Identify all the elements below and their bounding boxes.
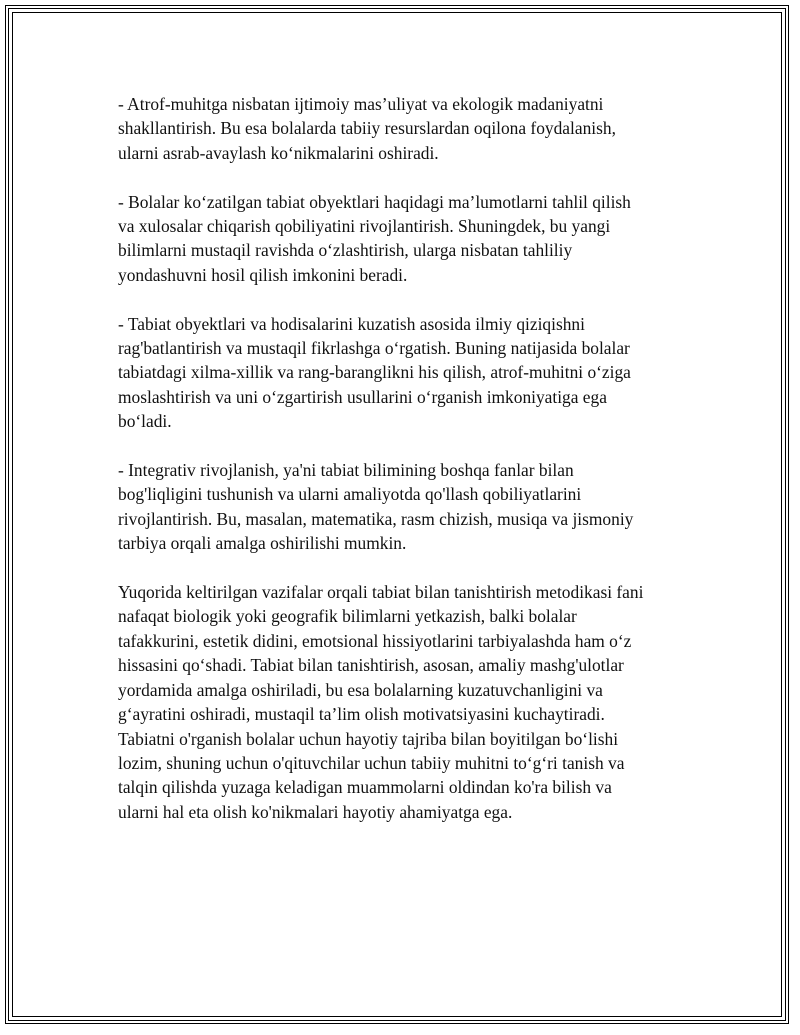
paragraph-ecological-responsibility: - Atrof-muhitga nisbatan ijtimoiy mas’uliyat va ekologik madaniyatni shakllantirish. Bu esa bolalarda tabiiy resurslardan oqilona foydalanish, ularni asrab-avaylash ko‘nikmalarini oshiradi. <box>118 94 616 163</box>
paragraph-scientific-interest: - Tabiat obyektlari va hodisalarini kuzatish asosida ilmiy qiziqishni rag'batlantirish va mustaqil fikrlashga o‘rgatish. Buning natijasida bolalar tabiatdagi xilma-xillik va rang-baranglikni his qilish, atrof-muhitni o‘ziga moslashtirish va uni o‘zgartirish usullarini o‘rganish imkoniyatiga ega bo‘ladi. <box>118 313 631 432</box>
document-body <box>118 92 688 849</box>
paragraph-conclusion: Yuqorida keltirilgan vazifalar orqali tabiat bilan tanishtirish metodikasi fani nafaqat biologik yoki geografik bilimlarni yetkazish, balki bolalar tafakkurini, estetik didini, emotsional hissiyotlarini tarbiyalashda ham o‘z hissasini qo‘shadi. Tabiat bilan tanishtirish, asosan, amaliy mashg'ulotlar yordamida amalga oshiriladi, bu esa bolalarning kuzatuvchanligini va g‘ayratini oshiradi, mustaqil ta’lim olish motivatsiyasini kuchaytiradi. Tabiatni o'rganish bolalar uchun hayotiy tajriba bilan boyitilgan bo‘lishi lozim, shuning uchun o'qituvchilar uchun tabiiy muhitni to‘g‘ri tanish va talqin qilishda yuzaga keladigan muammolarni oldindan ko'ra bilish va ularni hal eta olish ko'nikmalari hayotiy ahamiyatga ega. <box>118 582 644 822</box>
paragraph-analysis-skills: - Bolalar ko‘zatilgan tabiat obyektlari haqidagi ma’lumotlarni tahlil qilish va xulosalar chiqarish qobiliyatini rivojlantirish. Shuningdek, bu yangi bilimlarni mustaqil ravishda o‘zlashtirish, ularga nisbatan tahliliy yondashuvni hosil qilish imkonini beradi. <box>118 191 631 285</box>
paragraph-integrative-development: - Integrativ rivojlanish, ya'ni tabiat bilimining boshqa fanlar bilan bog'liqligini tushunish va ularni amaliyotda qo'llash qobiliyatlarini rivojlantirish. Bu, masalan, matematika, rasm chizish, musiqa va jismoniy tarbiya orqali amalga oshirilishi mumkin. <box>118 460 634 554</box>
